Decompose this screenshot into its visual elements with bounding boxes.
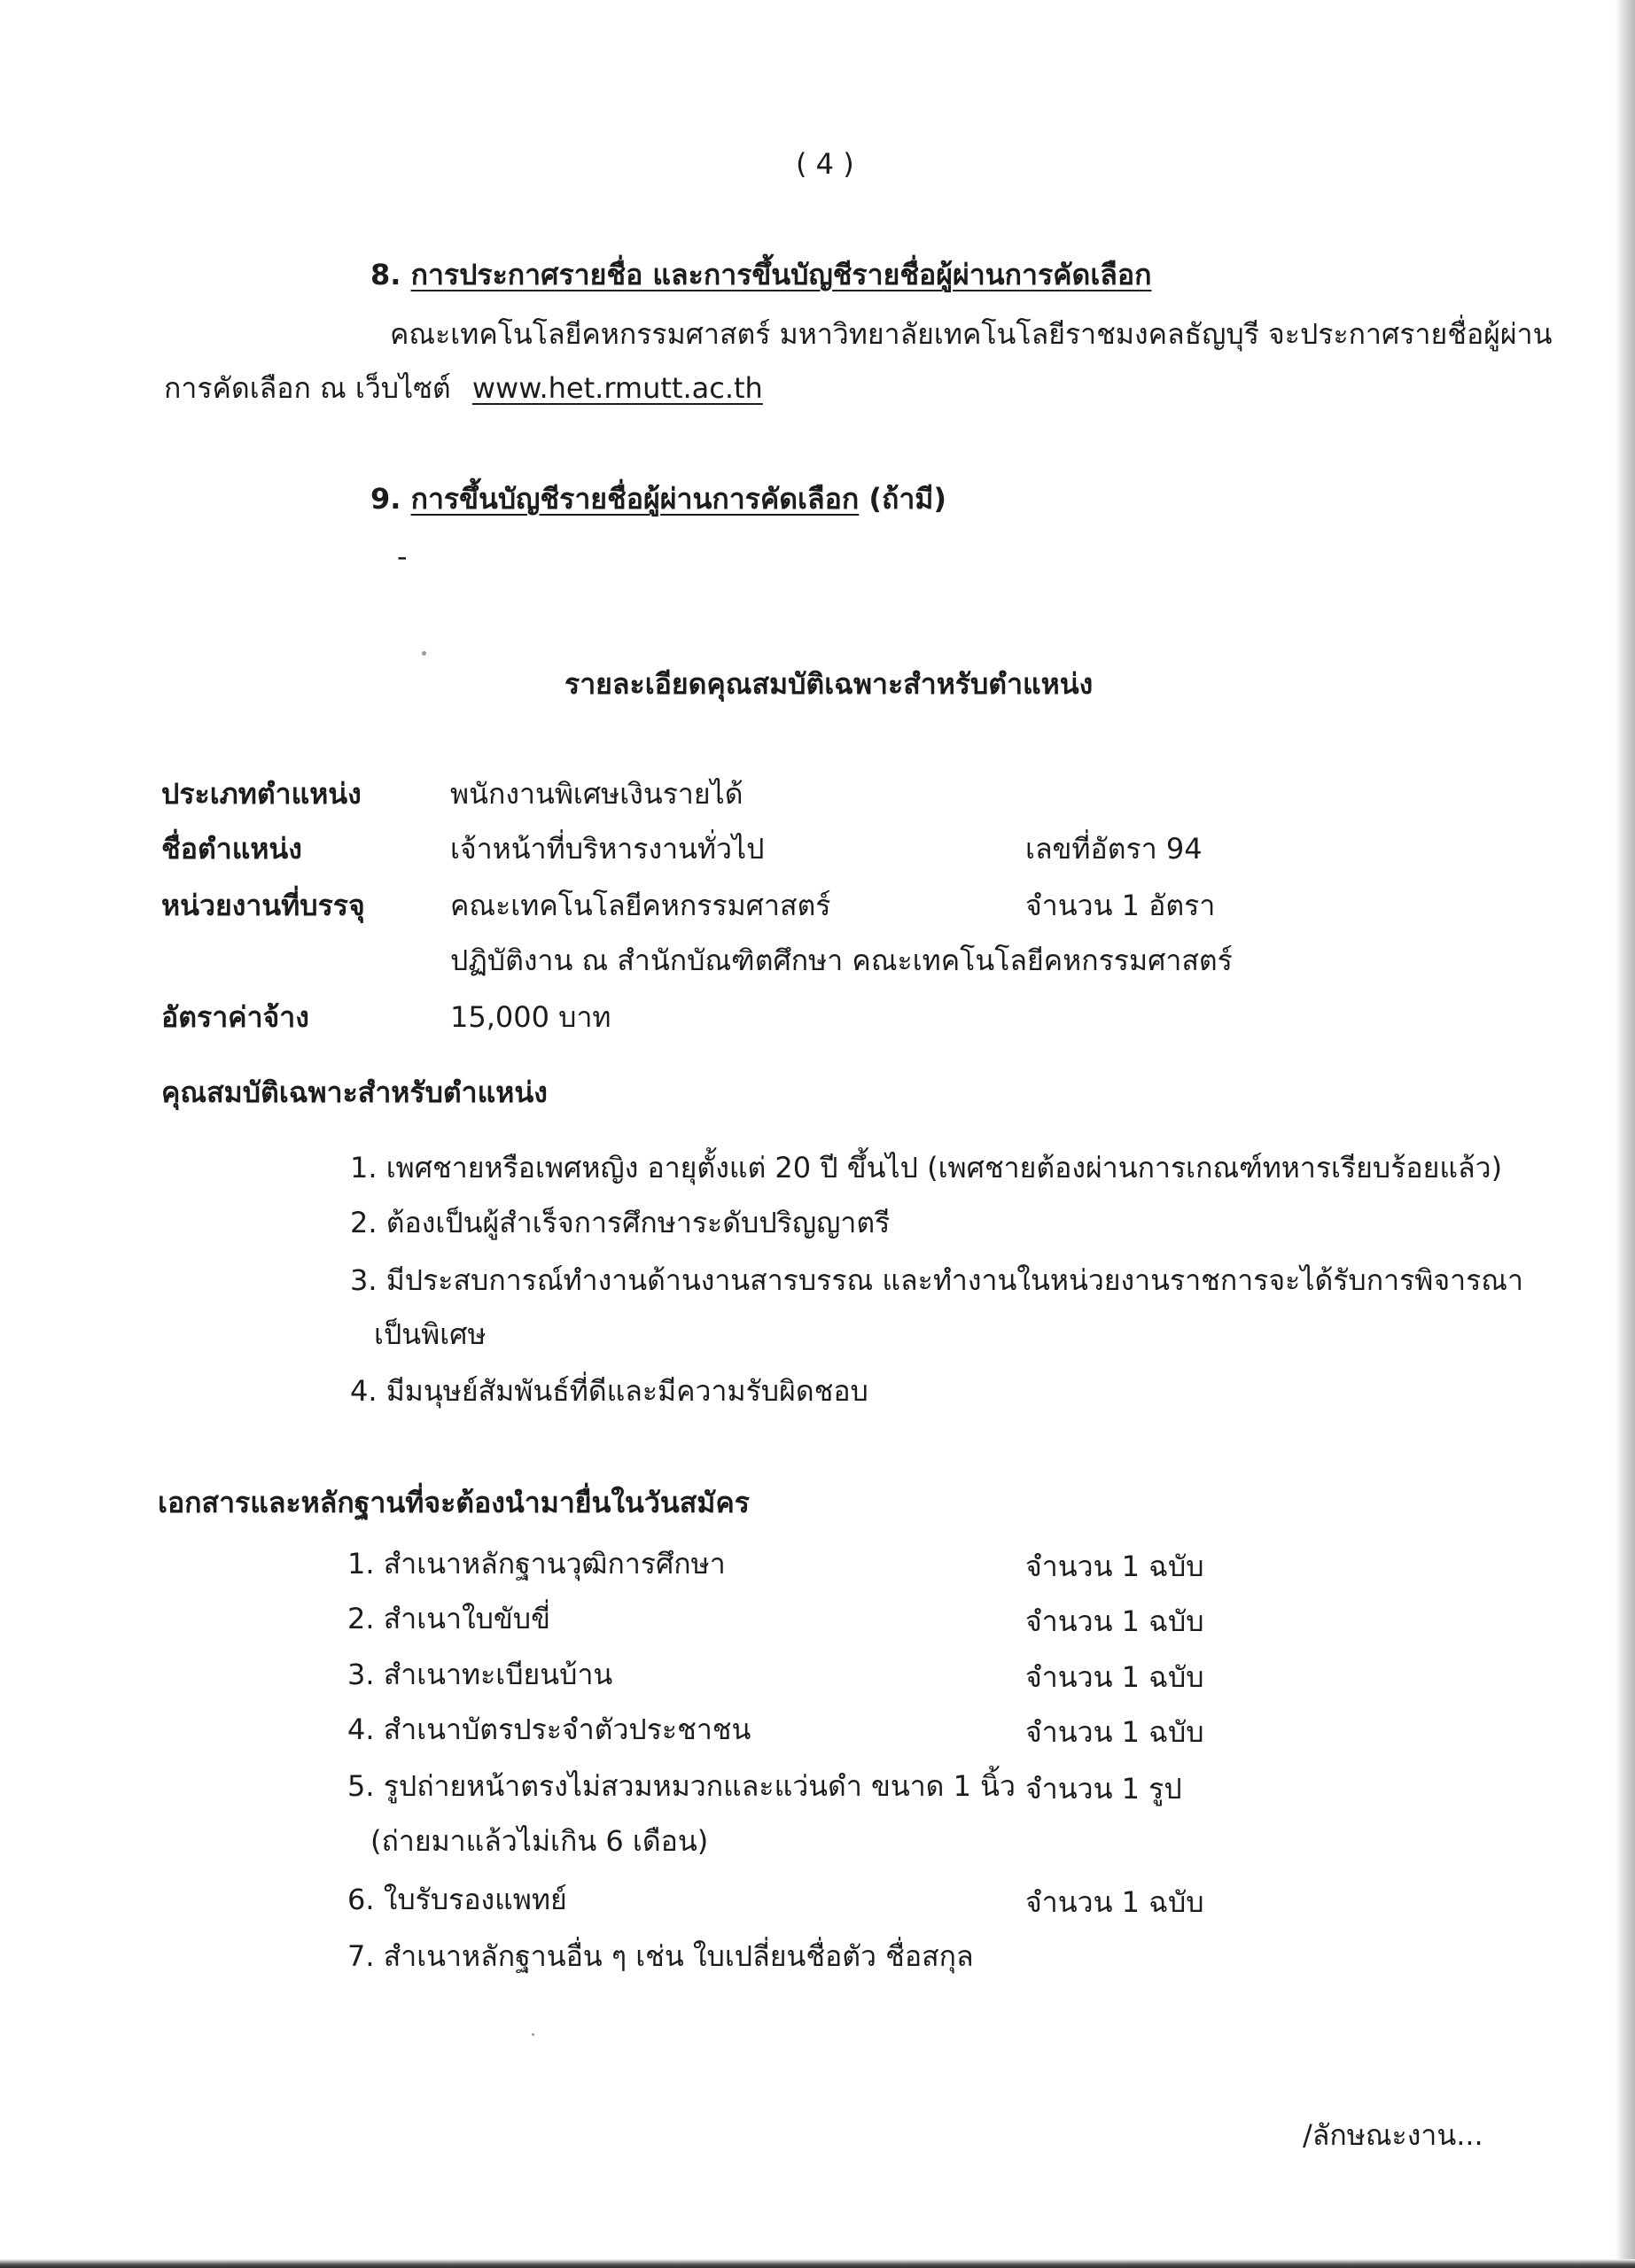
- position-type-value: พนักงานพิเศษเงินรายได้: [450, 777, 744, 811]
- wage-value: 15,000 บาท: [450, 1000, 611, 1034]
- qualification-item-continued: เป็นพิเศษ: [374, 1317, 487, 1351]
- documents-title: เอกสารและหลักฐานที่จะต้องนำมายื่นในวันสมัคร: [158, 1486, 750, 1519]
- scan-speck: [422, 651, 426, 656]
- continuation-note: /ลักษณะงาน...: [1303, 2118, 1483, 2152]
- scan-edge-right: [1616, 0, 1635, 2268]
- details-title: รายละเอียดคุณสมบัติเฉพาะสำหรับตำแหน่ง: [564, 667, 1094, 701]
- section-8-heading: [370, 257, 1151, 292]
- section-9-suffix: (ถ้ามี): [868, 482, 947, 516]
- document-qty: จำนวน 1 ฉบับ: [1025, 1604, 1204, 1638]
- section-8-prefix: การคัดเลือก ณ เว็บไซต์: [164, 371, 451, 405]
- position-type-label: ประเภทตำแหน่ง: [161, 777, 362, 811]
- section-9-body: -: [397, 540, 408, 573]
- qualification-item: 3. มีประสบการณ์ทำงานด้านงานสารบรรณ และทำงานในหน่วยงานราชการจะได้รับการพิจารณา: [350, 1263, 1523, 1297]
- work-place: ปฏิบัติงาน ณ สำนักบัณฑิตศึกษา คณะเทคโนโลยีคหกรรมศาสตร์: [450, 944, 1233, 977]
- document-item: 5. รูปถ่ายหน้าตรงไม่สวมหมวกและแว่นดำ ขนาด 1 นิ้ว: [347, 1769, 1016, 1803]
- section-8-number: 8.: [370, 258, 401, 291]
- rate-number: เลขที่อัตรา 94: [1025, 832, 1203, 866]
- qualification-item: 2. ต้องเป็นผู้สำเร็จการศึกษาระดับปริญญาตรี: [350, 1206, 891, 1239]
- section-8-title: การประกาศรายชื่อ และการขึ้นบัญชีรายชื่อผู้ผ่านการคัดเลือก: [410, 258, 1152, 291]
- document-item: 2. สำเนาใบขับขี่: [347, 1602, 550, 1635]
- document-item: 6. ใบรับรองแพทย์: [347, 1883, 567, 1916]
- scan-speck: [532, 2033, 534, 2036]
- section-9-title: การขึ้นบัญชีรายชื่อผู้ผ่านการคัดเลือก: [410, 482, 860, 516]
- document-item: 7. สำเนาหลักฐานอื่น ๆ เช่น ใบเปลี่ยนชื่อตัว ชื่อสกุล: [347, 1939, 974, 1973]
- unit-value: คณะเทคโนโลยีคหกรรมศาสตร์: [450, 889, 831, 922]
- document-qty: จำนวน 1 ฉบับ: [1025, 1660, 1204, 1694]
- document-qty: จำนวน 1 รูป: [1025, 1772, 1182, 1806]
- position-name-value: เจ้าหน้าที่บริหารงานทั่วไป: [450, 832, 765, 866]
- document-qty: จำนวน 1 ฉบับ: [1025, 1715, 1204, 1749]
- unit-label: หน่วยงานที่บรรจุ: [161, 889, 365, 922]
- website-link[interactable]: www.het.rmutt.ac.th: [471, 371, 763, 405]
- section-8-body-line1: คณะเทคโนโลยีคหกรรมศาสตร์ มหาวิทยาลัยเทคโนโลยีราชมงคลธัญบุรี จะประกาศรายชื่อผู้ผ่าน: [390, 317, 1553, 351]
- qualification-item: 1. เพศชายหรือเพศหญิง อายุตั้งแต่ 20 ปี ขึ้นไป (เพศชายต้องผ่านการเกณฑ์ทหารเรียบร้อยแล้ว): [350, 1151, 1503, 1184]
- position-name-label: ชื่อตำแหน่ง: [161, 832, 302, 866]
- section-9-number: 9.: [370, 482, 401, 516]
- document-item: 4. สำเนาบัตรประจำตัวประชาชน: [347, 1713, 751, 1746]
- wage-label: อัตราค่าจ้าง: [161, 1000, 309, 1034]
- document-qty: จำนวน 1 ฉบับ: [1025, 1885, 1204, 1919]
- position-count: จำนวน 1 อัตรา: [1025, 889, 1216, 922]
- document-item-continued: (ถ่ายมาแล้วไม่เกิน 6 เดือน): [370, 1824, 709, 1858]
- qualification-item: 4. มีมนุษย์สัมพันธ์ที่ดีและมีความรับผิดชอบ: [350, 1374, 868, 1408]
- section-9-heading: [370, 481, 946, 517]
- scan-edge-bottom: [0, 2259, 1635, 2268]
- document-qty: จำนวน 1 ฉบับ: [1025, 1550, 1204, 1583]
- section-8-body-line2: [164, 370, 763, 406]
- document-item: 1. สำเนาหลักฐานวุฒิการศึกษา: [347, 1547, 726, 1581]
- page-number: ( 4 ): [796, 147, 854, 181]
- qualifications-title: คุณสมบัติเฉพาะสำหรับตำแหน่ง: [161, 1076, 548, 1109]
- document-item: 3. สำเนาทะเบียนบ้าน: [347, 1658, 613, 1691]
